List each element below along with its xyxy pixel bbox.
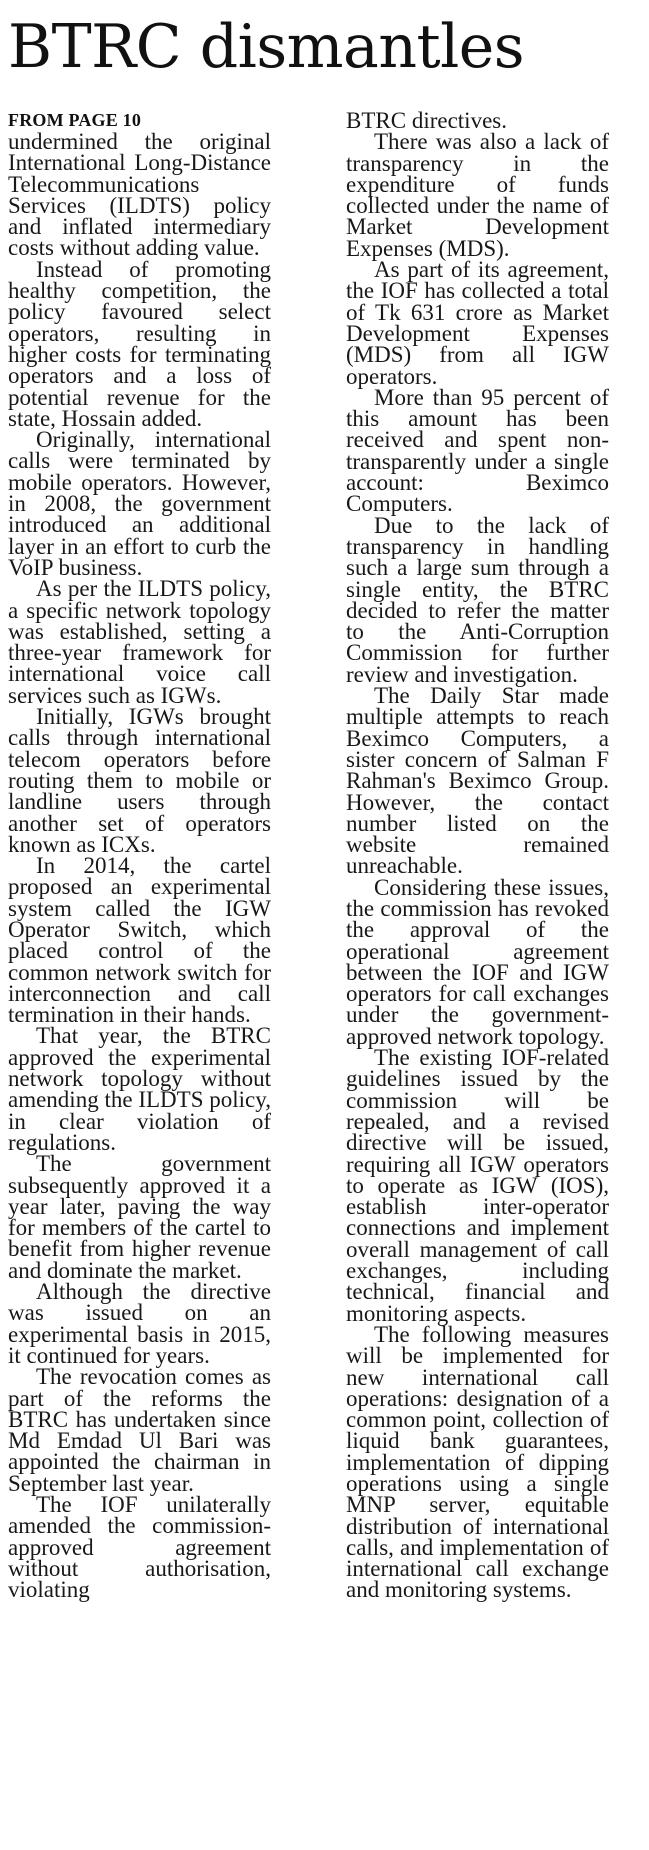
paragraph: undermined the original International Long-Distance Telecommunications Services (ILDTS) policy and inflated intermediary costs without adding value. [8,129,271,261]
paragraph: Although the directive was issued on an experimental basis in 2015, it continued for years. [8,1279,271,1368]
paragraph: As per the ILDTS policy, a specific network topology was established, setting a three-year framework for international voice call services such as IGWs. [8,576,271,708]
paragraph: The IOF unilaterally amended the commission-approved agreement without authorisation, violating [8,1492,271,1603]
paragraph: Due to the lack of transparency in handling such a large sum through a single entity, the BTRC decided to refer the matter to the Anti-Corruption Commission for further review and investigation. [346,512,609,687]
paragraph: The government subsequently approved it a year later, paving the way for members of the cartel to benefit from higher revenue and dominate the market. [8,1151,271,1283]
paragraph: There was also a lack of transparency in the expenditure of funds collected under the name of Market Development Expenses (MDS). [346,129,609,261]
paragraph: The revocation comes as part of the reforms the BTRC has undertaken since Md Emdad Ul Bari was appointed the chairman in September last year. [8,1364,271,1496]
paragraph: Instead of promoting healthy competition, the policy favoured select operators, resulting in higher costs for terminating operators and a loss of potential revenue for the state, Hossain added. [8,256,271,431]
paragraph: As part of its agreement, the IOF has collected a total of Tk 631 crore as Market Development Expenses (MDS) from all IGW operators. [346,257,609,389]
headline: BTRC dismantles [8,12,525,82]
paragraph: Considering these issues, the commission has revoked the approval of the operational agreement between the IOF and IGW operators for call exchanges under the government-approved network topology. [346,874,609,1049]
paragraph: In 2014, the cartel proposed an experimental system called the IGW Operator Switch, which placed control of the common network switch for interconnection and call termination in their hands. [8,853,271,1028]
paragraph: Originally, international calls were terminated by mobile operators. However, in 2008, the government introduced an additional layer in an effort to curb the VoIP business. [8,427,271,580]
paragraph: The Daily Star made multiple attempts to reach Beximco Computers, a sister concern of Salman F Rahman's Beximco Group. However, the contact number listed on the website remained unreachable. [346,683,609,879]
article-column-right [346,110,609,1601]
paragraph: More than 95 percent of this amount has been received and spent non-transparently under a single account: Beximco Computers. [346,384,609,517]
paragraph: BTRC directives. [346,108,507,133]
paragraph: The following measures will be implemented for new international call operations: designation of a common point, collection of liquid bank guarantees, implementation of dipping operations using a single MNP server, equitable distribution of international calls, and implementation of international call exchange and monitoring systems. [346,1321,609,1603]
jump-line: FROM PAGE 10 [8,110,142,130]
paragraph: Initially, IGWs brought calls through international telecom operators before routing them to mobile or landline users through another set of operators known as ICXs. [8,704,271,857]
paragraph: That year, the BTRC approved the experimental network topology without amending the ILDTS policy, in clear violation of regulations. [8,1023,271,1155]
paragraph: The existing IOF-related guidelines issued by the commission will be repealed, and a revised directive will be issued, requiring all IGW operators to operate as IGW (IOS), establish inter-operator connections and implement overall management of call exchanges, including technical, financial and monitoring aspects. [346,1045,609,1326]
article-column-left [8,110,271,1603]
